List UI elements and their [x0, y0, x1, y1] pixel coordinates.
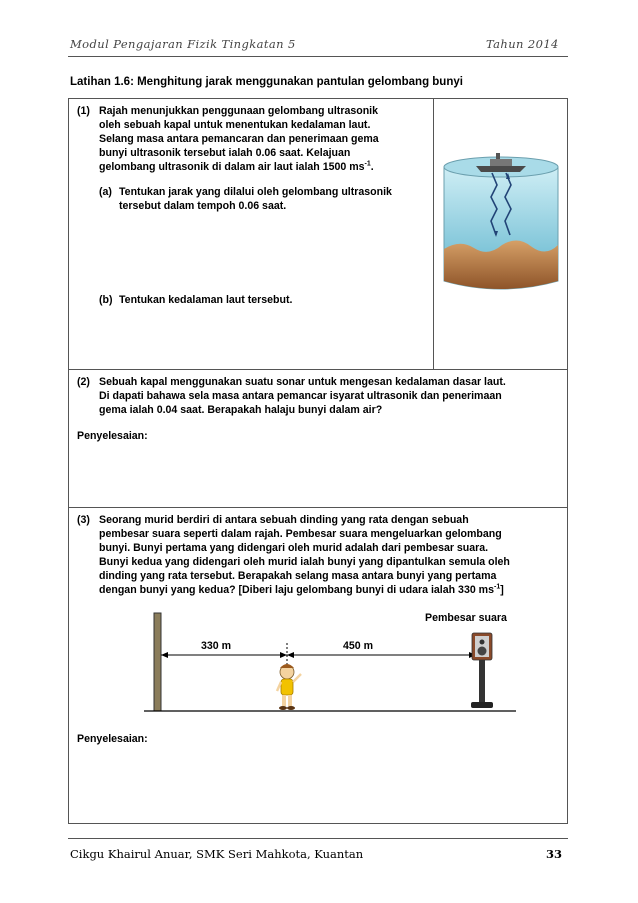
q1-line-last: gelombang ultrasonik di dalam air laut ialah 1500 $ms^{-1}$. — [99, 160, 374, 173]
q3-superscript: -1 — [494, 583, 501, 591]
flat-wall — [154, 613, 161, 711]
loudspeaker — [471, 633, 493, 708]
q2-line: Sebuah kapal menggunakan suatu sonar untuk mengesan kedalaman dasar laut. — [99, 376, 506, 388]
q3-line: Seorang murid berdiri di antara sebuah dinding yang rata dengan sebuah — [99, 514, 469, 526]
q3-solution-label: Penyelesaian: — [77, 733, 148, 745]
header-title: Modul Pengajaran Fizik Tingkatan 5 — [70, 37, 296, 51]
q1-superscript: -1 — [364, 160, 371, 168]
q3-line: bunyi. Bunyi pertama yang didengari oleh murid adalah dari pembesar suara. — [99, 542, 489, 554]
sonar-ship-illustration — [440, 145, 562, 297]
q1-line: oleh sebuah kapal untuk menentukan kedalaman laut. — [99, 119, 371, 131]
q1b-label: (b) — [99, 294, 113, 306]
footer-rule — [68, 838, 568, 839]
q1b-text: Tentukan kedalaman laut tersebut. — [119, 294, 293, 306]
header-year: Tahun 2014 — [486, 37, 559, 51]
section-title: Latihan 1.6: Menghitung jarak menggunakan pantulan gelombang bunyi — [70, 76, 463, 88]
q1-line: Rajah menunjukkan penggunaan gelombang ultrasonik — [99, 105, 379, 117]
q2-number: (2) — [77, 376, 90, 388]
q3-line-last: dengan bunyi yang kedua? [Diberi laju gelombang bunyi di udara ialah 330 $ms^{-1}$] — [99, 583, 504, 596]
page-number: 33 — [546, 847, 563, 861]
student-figure — [277, 664, 301, 710]
distance-label-450: 450 m — [343, 640, 374, 652]
q1a-text: tersebut dalam tempoh 0.06 saat. — [119, 200, 287, 212]
q3-number: (3) — [77, 514, 90, 526]
q1a-label: (a) — [99, 186, 112, 198]
q3-line: pembesar suara seperti dalam rajah. Pembesar suara mengeluarkan gelombang — [99, 528, 502, 540]
footer-author: Cikgu Khairul Anuar, SMK Seri Mahkota, Kuantan — [70, 847, 364, 861]
header-rule — [68, 56, 568, 57]
q3-line: dinding yang rata tersebut. Berapakah selang masa antara bunyi yang pertama — [99, 570, 497, 582]
question-1-divider — [433, 98, 434, 370]
q3-line: Bunyi kedua yang didengari oleh murid ialah bunyi yang dipantulkan semula oleh — [99, 556, 510, 568]
q1-line: bunyi ultrasonik tersebut ialah 0.06 saat. Kelajuan — [99, 147, 351, 159]
q2-solution-label: Penyelesaian: — [77, 430, 148, 442]
speaker-label: Pembesar suara — [425, 612, 507, 624]
q2-line: gema ialah 0.04 saat. Berapakah halaju bunyi dalam air? — [99, 404, 383, 416]
q1-line: Selang masa antara pemancaran dan penerimaan gema — [99, 133, 379, 145]
q1-number: (1) — [77, 105, 90, 117]
q1a-text: Tentukan jarak yang dilalui oleh gelombang ultrasonik — [119, 186, 392, 198]
q2-line: Di dapati bahawa sela masa antara pemancar isyarat ultrasonik dan penerimaan — [99, 390, 502, 402]
distance-label-330: 330 m — [201, 640, 232, 652]
